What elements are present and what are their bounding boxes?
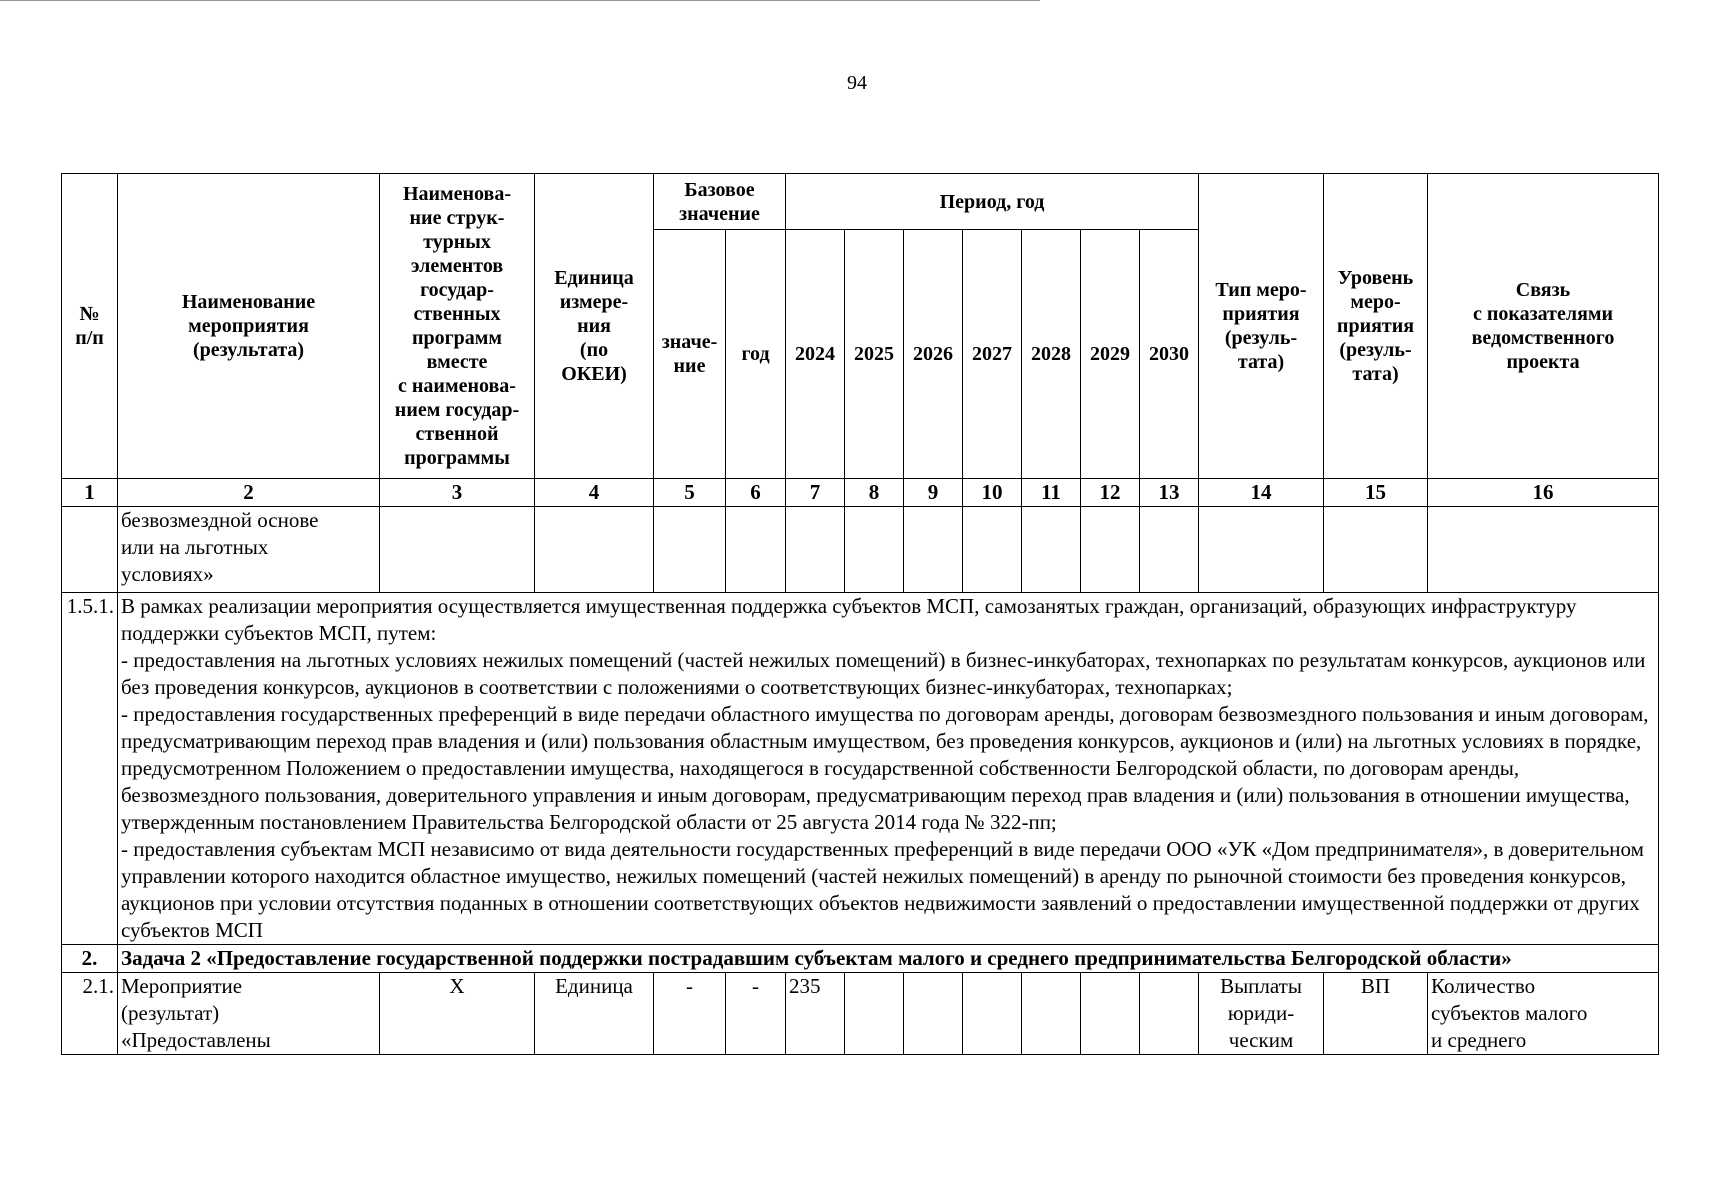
column-number: 3 — [380, 479, 535, 507]
value-2027 — [963, 973, 1022, 1055]
column-number: 2 — [118, 479, 380, 507]
empty-cell — [62, 507, 118, 593]
measure-level: ВП — [1324, 973, 1428, 1055]
column-number: 12 — [1081, 479, 1140, 507]
column-number: 13 — [1140, 479, 1199, 507]
row-1-5-1 — [62, 593, 1659, 945]
column-numbers-row — [62, 479, 1659, 507]
header-measure-level: Уровень меро- приятия (резуль- тата) — [1324, 174, 1428, 479]
empty-cell — [380, 507, 535, 593]
column-number: 14 — [1199, 479, 1324, 507]
base-value: - — [654, 973, 726, 1055]
empty-cell — [1140, 507, 1199, 593]
header-year-2029: 2029 — [1081, 230, 1140, 479]
empty-cell — [654, 507, 726, 593]
header-measure-type: Тип меро- приятия (резуль- тата) — [1199, 174, 1324, 479]
value-2025 — [845, 973, 904, 1055]
header-measure-name: Наименование мероприятия (результата) — [118, 174, 380, 479]
value-2029 — [1081, 973, 1140, 1055]
column-number: 15 — [1324, 479, 1428, 507]
column-number: 6 — [726, 479, 786, 507]
column-number: 4 — [535, 479, 654, 507]
column-number: 7 — [786, 479, 845, 507]
column-number: 11 — [1022, 479, 1081, 507]
row-task-2 — [62, 945, 1659, 973]
base-year: - — [726, 973, 786, 1055]
column-number: 16 — [1428, 479, 1659, 507]
empty-cell — [1081, 507, 1140, 593]
column-number: 8 — [845, 479, 904, 507]
header-base-value-year: год — [726, 230, 786, 479]
empty-cell — [1199, 507, 1324, 593]
measure-name: Мероприятие (результат) «Предоставлены — [118, 973, 380, 1055]
header-period: Период, год — [786, 174, 1199, 230]
header-year-2028: 2028 — [1022, 230, 1081, 479]
header-base-value: Базовое значение — [654, 174, 786, 230]
empty-cell — [786, 507, 845, 593]
header-number: № п/п — [62, 174, 118, 479]
value-2028 — [1022, 973, 1081, 1055]
header-year-2030: 2030 — [1140, 230, 1199, 479]
value-2030 — [1140, 973, 1199, 1055]
header-base-value-value: значе- ние — [654, 230, 726, 479]
empty-cell — [1022, 507, 1081, 593]
column-number: 9 — [904, 479, 963, 507]
row-2-1 — [62, 973, 1659, 1055]
task-title: Задача 2 «Предоставление государственной поддержки пострадавшим субъектам малого и среднего предпринимательства Белгородской области» — [118, 945, 1659, 973]
empty-cell — [845, 507, 904, 593]
page-number: 94 — [847, 72, 867, 94]
row-number: 2. — [62, 945, 118, 973]
column-number: 5 — [654, 479, 726, 507]
measure-type: Выплаты юриди- ческим — [1199, 973, 1324, 1055]
structural-element: Х — [380, 973, 535, 1055]
project-link: Количество субъектов малого и среднего — [1428, 973, 1659, 1055]
empty-cell — [726, 507, 786, 593]
column-number: 1 — [62, 479, 118, 507]
header-unit: Единица измере- ния (по ОКЕИ) — [535, 174, 654, 479]
continuation-measure-name: безвозмездной основе или на льготных условиях» — [118, 507, 380, 593]
measures-table — [61, 173, 1659, 1055]
value-2024: 235 — [786, 973, 845, 1055]
column-number: 10 — [963, 479, 1022, 507]
empty-cell — [1324, 507, 1428, 593]
empty-cell — [963, 507, 1022, 593]
measure-description: В рамках реализации мероприятия осуществляется имущественная поддержка субъектов МСП, самозанятых граждан, организаций, образующих инфраструктуру поддержки субъектов МСП, путем: - предоставления на льготных условиях нежилых помещений (частей нежилых помещений) в бизнес-инкубаторах, технопарках по результатам конкурсов, аукционов или без проведения конкурсов, аукционов в соответствии с положениями о соответствующих бизнес-инкубаторах, технопарках; - предоставления государственных преференций в виде передачи областного имущества по договорам аренды, договорам безвозмездного пользования и иным договорам, предусматривающим переход прав владения и (или) пользования областным имуществом, без проведения конкурсов, аукционов и (или) на льготных условиях в порядке, предусмотренном Положением о предоставлении имущества, находящегося в государственной собственности Белгородской области, по договорам аренды, безвозмездного пользования, доверительного управления и иным договорам, предусматривающим переход прав владения и (или) пользования в отношении имущества, утвержденным постановлением Правительства Белгородской области от 25 августа 2014 года № 322-пп; - предоставления субъектам МСП независимо от вида деятельности государственных преференций в виде передачи ООО «УК «Дом предпринимателя», в доверительном управлении которого находится областное имущество, нежилых помещений (частей нежилых помещений) в аренду по рыночной стоимости без проведения конкурсов, аукционов при условии отсутствия поданных в отношении соответствующих объектов недвижимости заявлений о предоставлении имущественной поддержки от других субъектов МСП — [118, 593, 1659, 945]
header-structural-elements: Наименова- ние струк- турных элементов государ- ственных программ вместе с наименова- нием государ- ственной программы — [380, 174, 535, 479]
header-year-2024: 2024 — [786, 230, 845, 479]
continuation-row — [62, 507, 1659, 593]
empty-cell — [1428, 507, 1659, 593]
header-project-link: Связь с показателями ведомственного проекта — [1428, 174, 1659, 479]
header-year-2025: 2025 — [845, 230, 904, 479]
row-number: 1.5.1. — [62, 593, 118, 945]
value-2026 — [904, 973, 963, 1055]
header-year-2026: 2026 — [904, 230, 963, 479]
header-year-2027: 2027 — [963, 230, 1022, 479]
empty-cell — [904, 507, 963, 593]
header-row-1 — [62, 174, 1659, 230]
empty-cell — [535, 507, 654, 593]
row-number: 2.1. — [62, 973, 118, 1055]
unit: Единица — [535, 973, 654, 1055]
scan-top-line — [0, 0, 1040, 1]
